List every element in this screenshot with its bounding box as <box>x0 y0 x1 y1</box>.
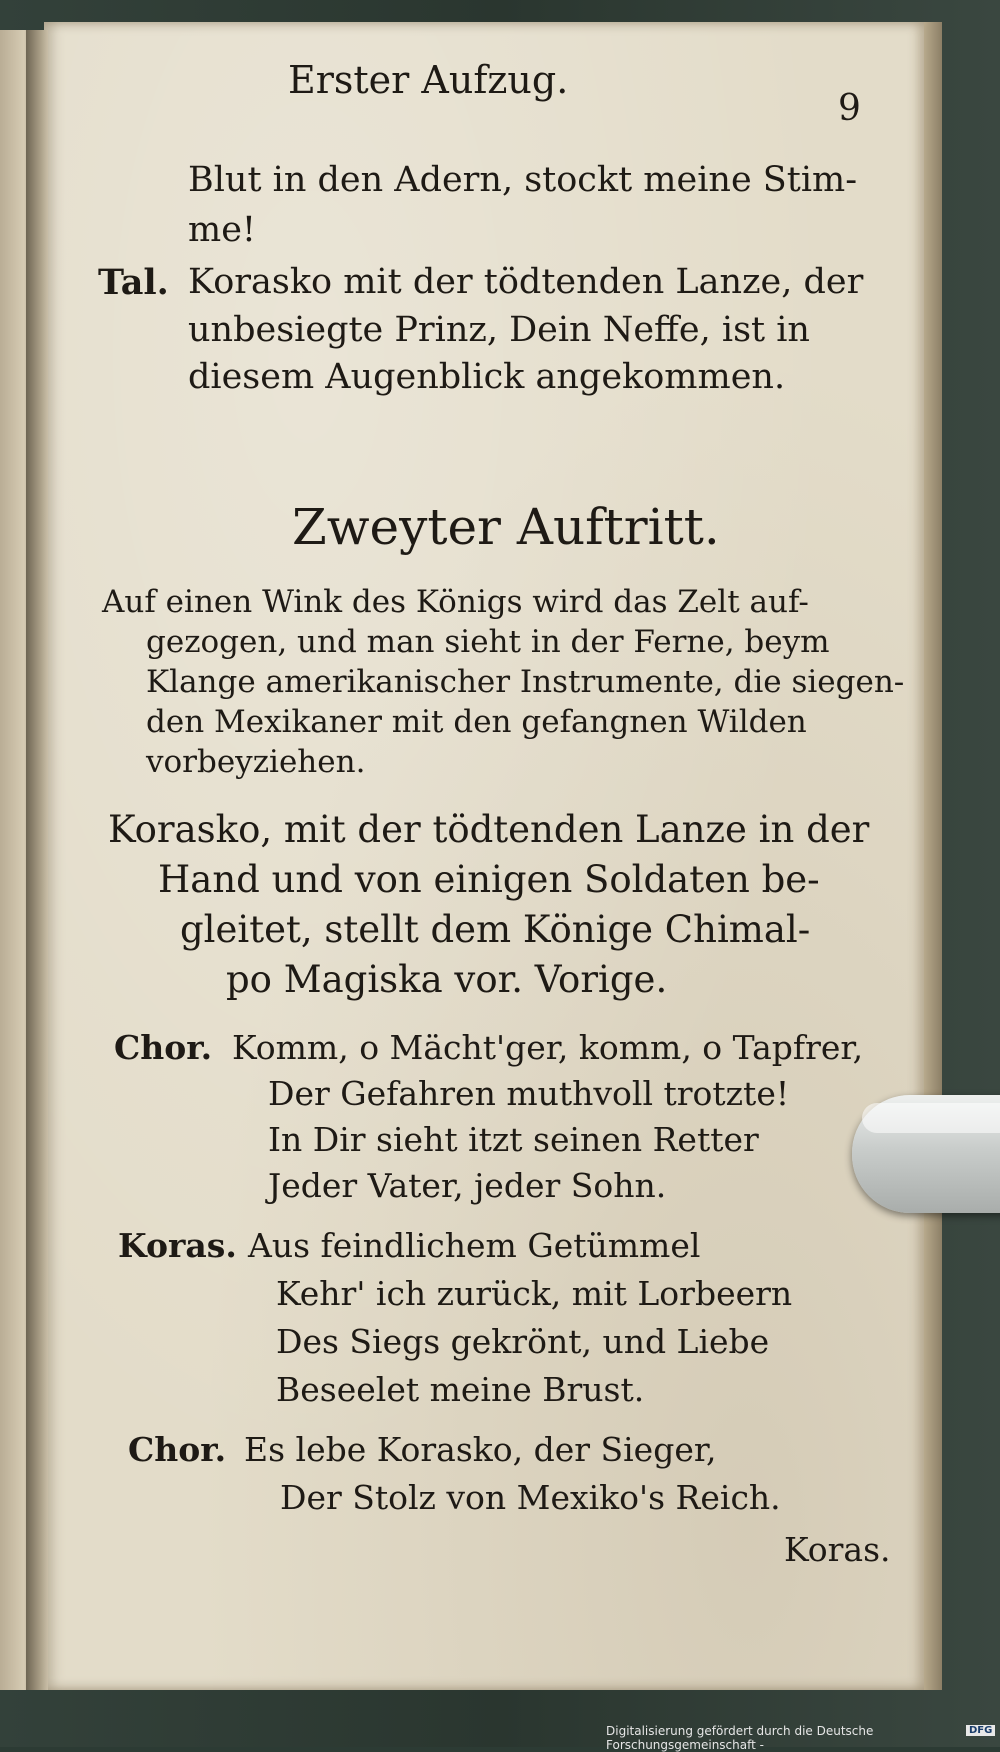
speaker-koras: Koras. <box>118 1226 237 1265</box>
catchword: Koras. <box>784 1530 891 1569</box>
page-clip-highlight <box>862 1103 1000 1133</box>
entry-line: po Magiska vor. Vorige. <box>226 958 668 1001</box>
stage-direction-line: gezogen, und man sieht in der Ferne, beym <box>146 624 830 660</box>
speaker-chor: Chor. <box>128 1430 227 1469</box>
book-gutter <box>26 30 48 1690</box>
dfg-logo: DFG <box>966 1725 995 1736</box>
speaker-tal: Tal. <box>98 262 169 303</box>
stage-direction-line: Auf einen Wink des Königs wird das Zelt auf- <box>102 584 809 620</box>
scene-heading: Zweyter Auftritt. <box>292 498 720 556</box>
verse-line: Aus feindlichem Getümmel <box>248 1226 701 1265</box>
verse-line: Kehr' ich zurück, mit Lorbeern <box>276 1274 793 1313</box>
entry-line: gleitet, stellt dem Könige Chimal- <box>180 908 811 951</box>
text-line: diesem Augenblick angekommen. <box>188 357 786 397</box>
verse-line: Komm, o Mächt'ger, komm, o Tapfrer, <box>232 1028 864 1067</box>
entry-line: Hand und von einigen Soldaten be- <box>158 858 820 901</box>
verse-line: Der Gefahren muthvoll trotzte! <box>268 1074 790 1113</box>
text-line: me! <box>188 210 256 250</box>
stage-direction-line: den Mexikaner mit den gefangnen Wilden <box>146 704 807 740</box>
page-right-edge <box>924 22 942 1690</box>
stage-direction-line: vorbeyziehen. <box>146 744 366 780</box>
verse-line: Jeder Vater, jeder Sohn. <box>268 1166 667 1205</box>
digitization-credit: Digitalisierung gefördert durch die Deutsche Forschungsgemeinschaft - <box>606 1724 874 1752</box>
text-line: unbesiegte Prinz, Dein Neffe, ist in <box>188 310 810 350</box>
page-number: 9 <box>838 88 861 129</box>
stage-direction-line: Klange amerikanischer Instrumente, die siegen- <box>146 664 905 700</box>
speaker-chor: Chor. <box>114 1028 213 1067</box>
text-line: Blut in den Adern, stockt meine Stim- <box>188 160 858 200</box>
verse-line: Beseelet meine Brust. <box>276 1370 645 1409</box>
text-line: Korasko mit der tödtenden Lanze, der <box>188 262 864 302</box>
verse-line: Der Stolz von Mexiko's Reich. <box>280 1478 781 1517</box>
verse-line: Des Siegs gekrönt, und Liebe <box>276 1322 770 1361</box>
running-header: Erster Aufzug. <box>288 58 569 102</box>
verse-line: In Dir sieht itzt seinen Retter <box>268 1120 759 1159</box>
entry-line: Korasko, mit der tödtenden Lanze in der <box>108 808 870 851</box>
verse-line: Es lebe Korasko, der Sieger, <box>244 1430 717 1469</box>
